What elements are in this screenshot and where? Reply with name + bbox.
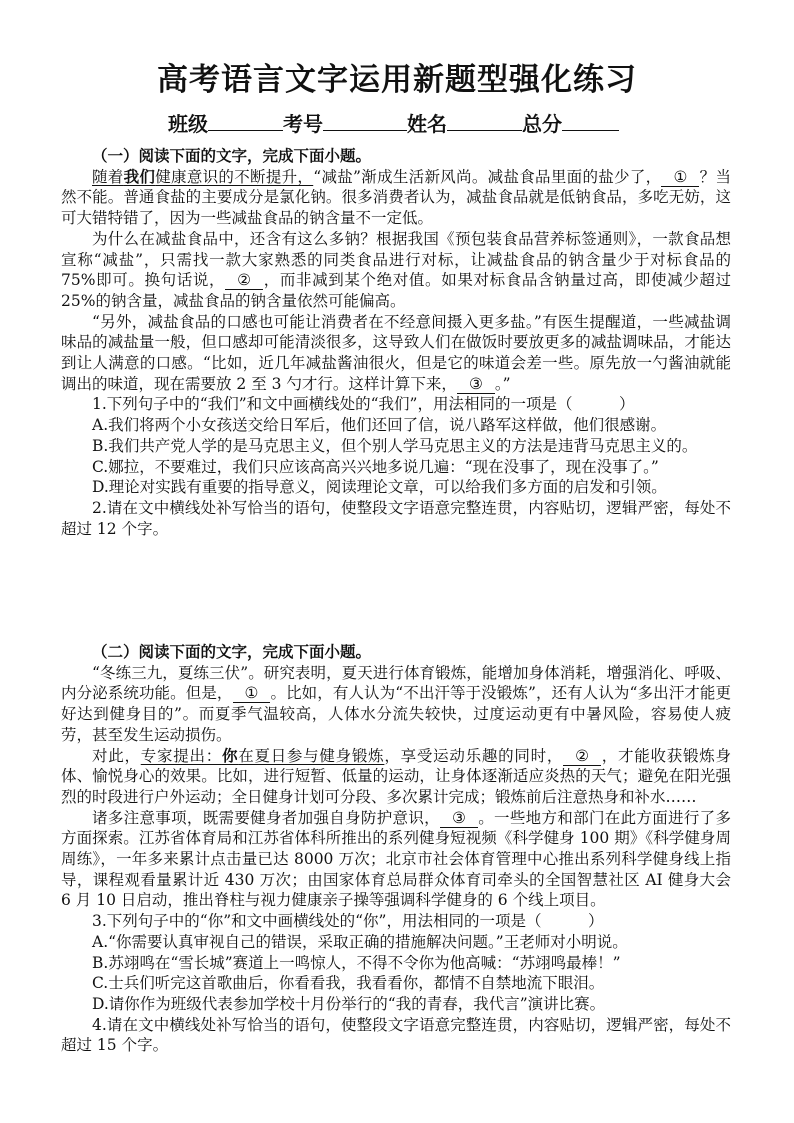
name-blank [447,110,522,131]
passage-text: “冬练三九，夏练三伏”。研究表明，夏天进行体育锻炼，能增加身体消耗，增强消化、呼吸、内分泌系统功能。但是， [61,663,731,703]
answer-blank: ② [225,272,263,290]
underlined-phrase [92,168,313,186]
class-blank [208,110,283,131]
page-title: 高考语言文字运用新题型强化练习 [157,62,637,98]
question-stem: 1.下列句子中的“我们”和文中画横线处的“我们”，用法相同的一项是（ ） [92,395,635,414]
passage-paragraph [61,229,731,312]
passage-text: ，才能收获锻炼身体、愉悦身心的效果。比如，进行短暂、低量的运动，让身体逐渐适应炎热的天气；避免在阳光强烈的时段进行户外运动；全日健身计划可分段、多次累计完成；锻炼前后注意热身和补水…… [61,746,731,806]
answer-blank: ① [233,685,271,703]
answer-blank: ① [661,169,699,187]
underlined-text: 在夏日参与健身锻炼 [238,746,385,765]
total-score-label: 总分 [522,112,562,136]
passage-text: 。” [494,374,511,393]
passage-text: ？当然不能。普通食盐的主要成分是氯化钠。很多消费者认为，减盐食品就是低钠食品，多吃无妨，这可大错特错了，因为一些减盐食品的钠含量不一定低。 [61,167,731,228]
passage-text: 为什么在减盐食品中，还含有这么多钠？根据我国《预包装食品营养标签通则》，一款食品想宣称“减盐”，只需找一款大家熟悉的同类食品进行对标，让减盐食品的钠含量少于对标食品的 75%即可。换句话说， [61,229,731,290]
question-option-c: C.士兵们听完这首歌曲后，你看看我，我看看你，都情不自禁地流下眼泪。 [92,974,605,993]
question-option-d: D.请你作为班级代表参加学校十月份举行的“我的青春，我代言”演讲比赛。 [92,994,606,1013]
marked-word: 你 [221,745,239,765]
question-option-b: B.我们共产党人学的是马克思主义，但个别人学马克思主义的方法是违背马克思主义的。 [92,436,698,455]
question-stem: 4.请在文中横线处补写恰当的语句，使整段文字语意完整连贯，内容贴切，逻辑严密，每处不超过 15 个字。 [61,1015,731,1055]
passage-text: 诸多注意事项，既需要健身者加强自身防护意识， [92,808,440,827]
marked-word: 我们 [123,166,156,186]
underlined-text: 健康意识的不断提升， [155,167,314,186]
section-heading: （一）阅读下面的文字，完成下面小题。 [92,146,372,165]
total-score-blank [562,110,619,131]
passage-paragraph [61,312,731,395]
passage-paragraph [61,808,731,912]
section-one [61,146,731,539]
question-stem: 3.下列句子中的“你”和文中画横线处的“你”，用法相同的一项是（ ） [92,912,604,931]
underlined-text: 随着 [92,167,124,186]
passage-text: 。比如，有人认为“不出汗等于没锻炼”，还有人认为“多出汗才能更好达到健身目的”。而夏季气温较高，人体水分流失较快，过度运动更有中暑风险，容易使人疲劳，甚至发生运动损伤。 [61,684,731,744]
student-info-line [168,110,619,138]
passage-paragraph [61,746,731,808]
question-option-c: C.娜拉，不要难过，我们只应该高高兴兴地多说几遍：“现在没事了，现在没事了。” [92,457,659,476]
passage-paragraph [61,167,731,229]
section-two [61,642,731,1056]
passage-text: 对此， [92,746,141,765]
question-stem: 2.请在文中横线处补写恰当的语句，使整段文字语意完整连贯，内容贴切，逻辑严密，每处不超过 12 个字。 [61,498,731,538]
exam-number-blank [323,110,407,131]
passage-paragraph [61,663,731,746]
question-option-a: A.“你需要认真审视自己的错误，采取正确的措施解决问题。”王老师对小明说。 [92,932,628,951]
passage-text: 。一些地方和部门在此方面进行了多方面探索。江苏省体育局和江苏省体科所推出的系列健身短视频《科学健身 100 期》《科学健身周周练》，一年多来累计点击量已达 8000 万次；北京市社会体育管理中心推出系列科学健身线上指导，课程观看量累计近 430 万次；由国家体育总局群众体育司牵头的全国智慧社区 AI 健身大会 6 月 10 日启动，推出脊柱与视力健康亲子操等强调科学健身的 6 个线上项目。 [61,808,731,910]
section-heading: （二）阅读下面的文字，完成下面小题。 [92,642,372,661]
passage-text: ，享受运动乐趣的同时， [384,746,564,765]
underlined-phrase [141,747,385,765]
question-option-b: B.苏翊鸣在“雪长城”赛道上一鸣惊人，不得不令你为他高喊：“苏翊鸣最棒！” [92,953,621,972]
question-option-d: D.理论对实践有重要的指导意义，阅读理论文章，可以给我们多方面的启发和引领。 [92,478,667,497]
exam-number-label: 考号 [283,112,323,136]
answer-blank: ③ [457,376,495,394]
name-label: 姓名 [407,112,447,136]
passage-text: “减盐”渐成生活新风尚。减盐食品里面的盐少了， [313,167,662,186]
underlined-text: 专家提出： [140,746,222,765]
question-option-a: A.我们将两个小女孩送交给日军后，他们还回了信，说八路军这样做，他们很感谢。 [92,416,667,435]
answer-blank: ③ [440,810,478,828]
passage-text: ，而非减到某个绝对值。如果对标食品含钠量过高，即使减少超过 25%的钠含量，减盐食品的钠含量依然可能偏高。 [61,271,731,310]
class-label: 班级 [168,112,208,136]
passage-text: “另外，减盐食品的口感也可能让消费者在不经意间摄入更多盐。”有医生提醒道，一些减盐调味品的减盐量一般，但口感却可能清淡很多，这导致人们在做饭时要放更多的减盐调味品，才能达到让人满意的口感。“比如，近几年减盐酱油很火，但是它的味道会差一些。原先放一勺酱油就能调出的味道，现在需要放 2 至 3 勺才行。这样计算下来， [61,312,731,393]
answer-blank: ② [563,748,601,766]
